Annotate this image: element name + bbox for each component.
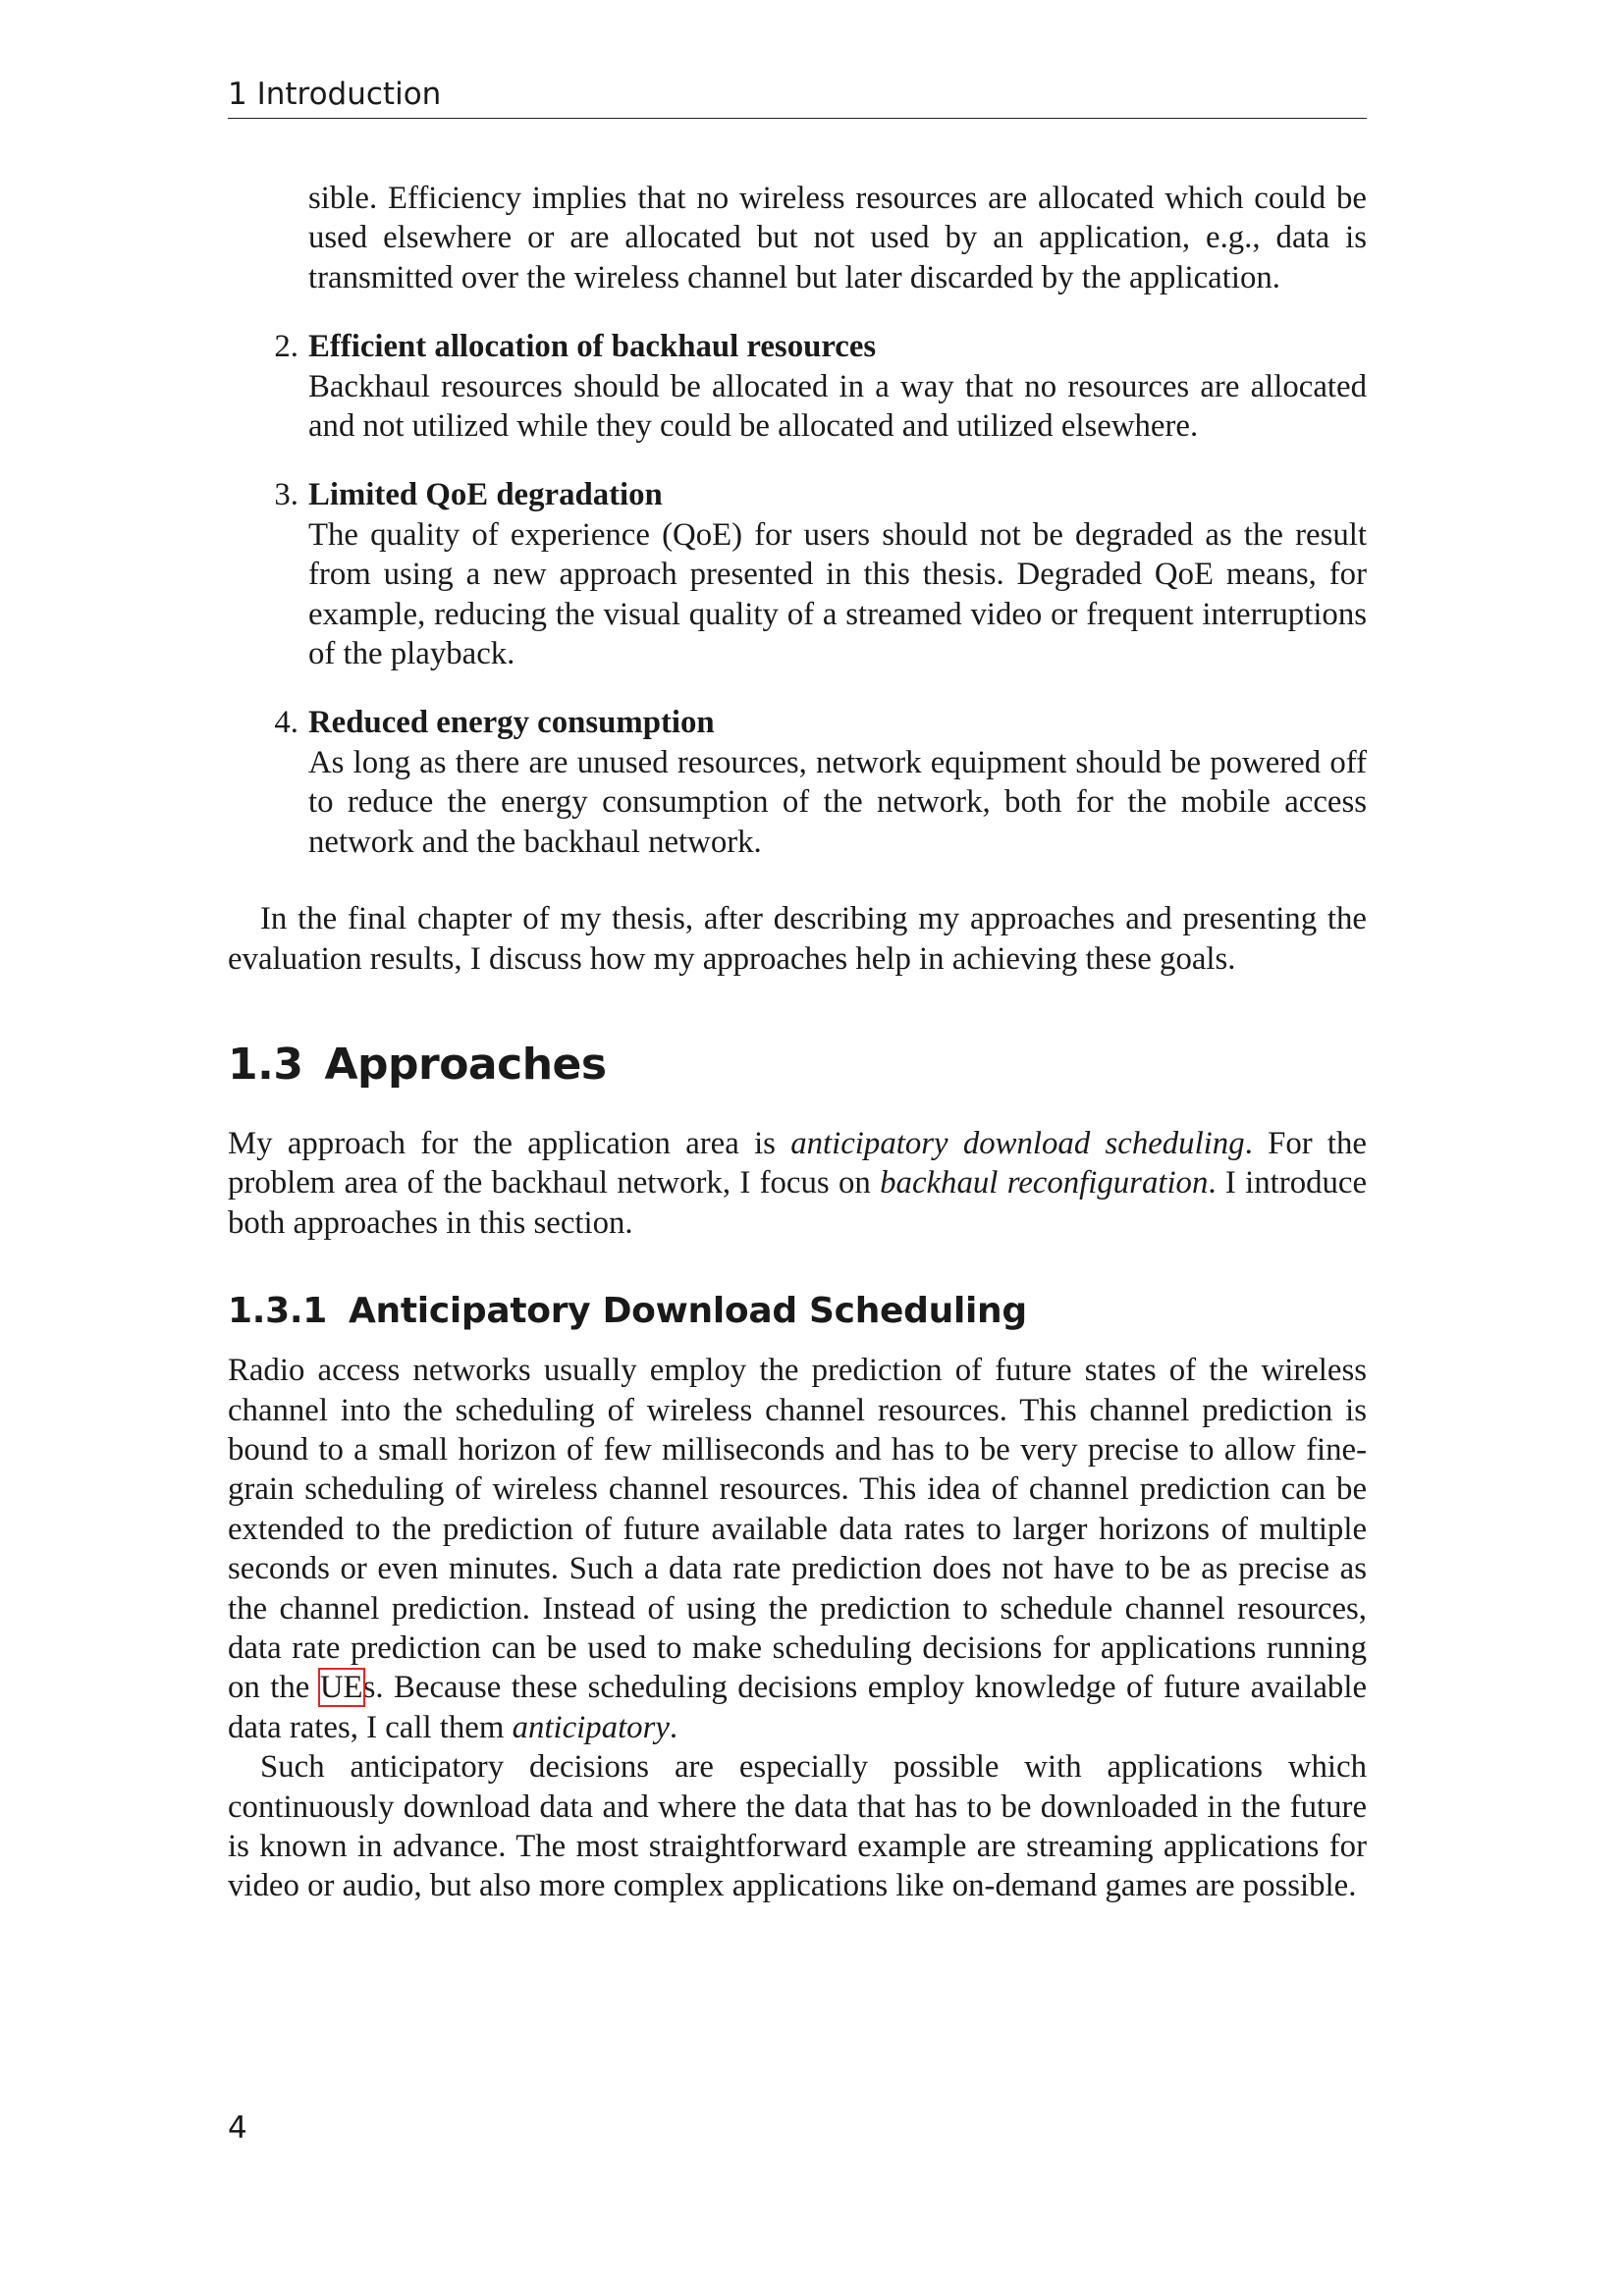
goal-title: Reduced energy consumption	[308, 705, 715, 741]
subsection-paragraph-2: Such anticipatory decisions are especially possible with applications which continuously download data and where the data that has to be downloaded in the future is known in advance. The most straightforward example are streaming applications for video or audio, but also more complex applications like on-demand games are possible.	[228, 1749, 1367, 1904]
paragraph-text: .	[669, 1709, 678, 1745]
closing-paragraph: In the final chapter of my thesis, after describing my approaches and presenting the evaluation results, I discuss how my approaches help in achieving these goals.	[228, 901, 1367, 977]
goal-item-2	[228, 327, 1367, 446]
goal-item-4	[228, 703, 1367, 862]
goal-description: As long as there are unused resources, network equipment should be powered off to reduce the energy consumption of the network, both for the mobile access network and the backhaul network.	[308, 744, 1367, 860]
page-number: 4	[228, 2110, 247, 2146]
intro-text: My approach for the application area is	[228, 1125, 791, 1161]
paragraph-text: Radio access networks usually employ the prediction of future states of the wireless channel into the scheduling of wireless channel resources. This channel prediction is bound to a small horizon of few milliseconds and has to be very precise to allow fine-grain scheduling of wireless channel resources. This idea of channel prediction can be extended to the prediction of future available data rates to larger horizons of multiple seconds or even minutes. Such a data rate prediction does not have to be as precise as the channel prediction. Instead of using the prediction to schedule channel resources, data rate prediction can be used to make scheduling decisions for applications running on the	[228, 1353, 1367, 1706]
subsection-heading	[228, 1290, 1367, 1333]
goal-description: Backhaul resources should be allocated in a way that no resources are allocated and not utilized while they could be allocated and utilized elsewhere.	[308, 368, 1367, 445]
goal-body	[308, 703, 1367, 862]
section-intro-paragraph	[228, 1124, 1367, 1243]
section-number: 1.3	[228, 1039, 303, 1090]
intro-text: . I introduce both approaches in this section.	[228, 1165, 1368, 1241]
running-head: 1 Introduction	[228, 75, 1367, 119]
intro-emphasis: backhaul reconfiguration	[880, 1165, 1209, 1201]
goal-title: Limited QoE degradation	[308, 477, 663, 513]
subsection-number: 1.3.1	[228, 1291, 327, 1332]
goal-number: 3.	[274, 477, 298, 513]
paragraph-text: s. Because these scheduling decisions employ knowledge of future available data rates, I call them	[228, 1670, 1367, 1745]
list-item-continuation: sible. Efficiency implies that no wireless resources are allocated which could be used elsewhere or are allocated but not used by an application, e.g., data is transmitted over the wireless channel but later discarded by the application.	[308, 181, 1367, 295]
goal-body	[308, 475, 1367, 673]
page	[228, 0, 1367, 2296]
goal-body	[308, 327, 1367, 446]
subsection-title: Anticipatory Download Scheduling	[349, 1291, 1027, 1332]
goal-number: 2.	[274, 329, 298, 365]
subsection-paragraph-1	[228, 1351, 1367, 1747]
page-content	[228, 179, 1367, 1906]
paragraph-emphasis: anticipatory	[512, 1709, 670, 1745]
goal-description: The quality of experience (QoE) for users should not be degraded as the result from using a new approach presented in this thesis. Degraded QoE means, for example, reducing the visual quality of a streamed video or frequent interruptions of the playback.	[308, 516, 1367, 672]
section-title: Approaches	[324, 1039, 607, 1090]
intro-emphasis: anticipatory download scheduling	[790, 1125, 1245, 1161]
acronym-link-ue[interactable]: UE	[319, 1670, 363, 1706]
goal-number: 4.	[274, 705, 298, 741]
intro-text: . For the problem area of the backhaul network, I focus on	[228, 1125, 1367, 1201]
section-heading	[228, 1040, 1367, 1091]
goal-title: Efficient allocation of backhaul resources	[308, 329, 877, 365]
goal-item-3	[228, 475, 1367, 673]
